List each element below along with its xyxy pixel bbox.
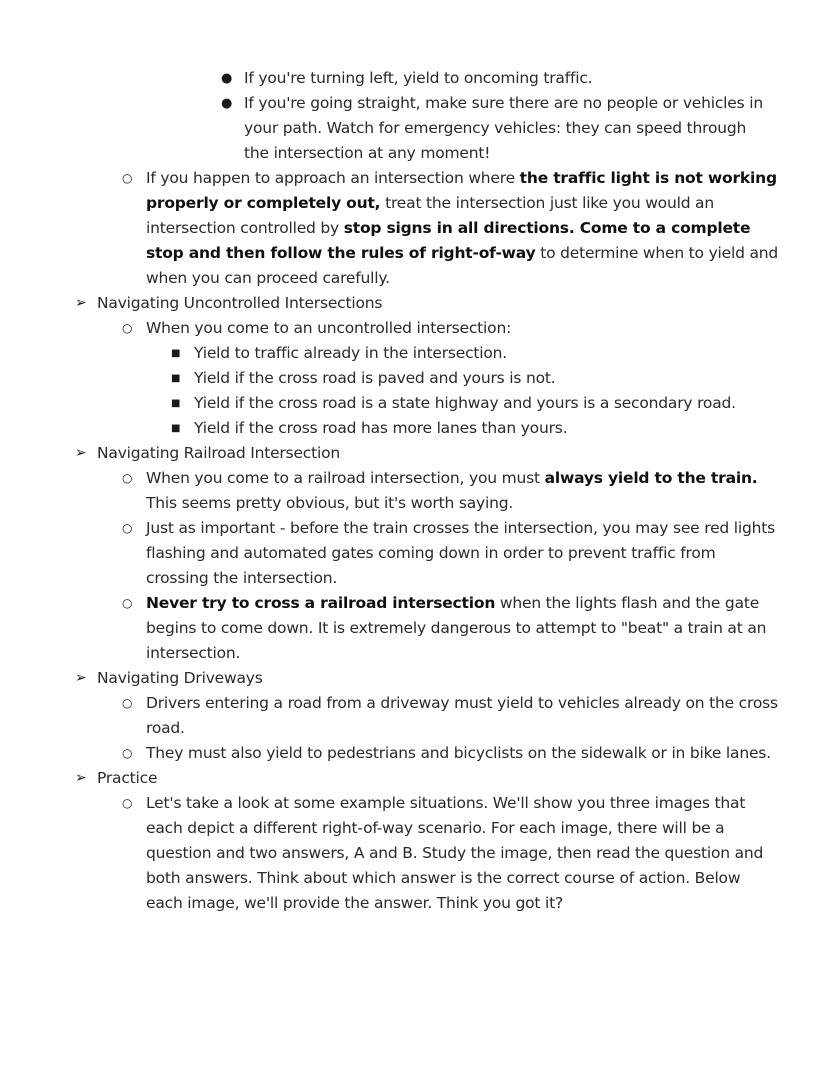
bullet-circle-icon: ○ [122,171,133,185]
section-railroad [0,441,828,466]
list-item: ■ Yield if the cross road is paved and yours is not. [0,366,828,391]
bullet-square-icon: ■ [171,398,181,409]
bullet-dot-icon: ● [221,71,233,86]
list-item: ● If you're turning left, yield to oncoming traffic. [0,66,828,91]
section-practice [0,766,828,791]
bullet-circle-icon: ○ [122,321,133,335]
section-driveways [0,666,828,691]
uncontrolled-sublist [0,316,828,341]
arrow-bullet-icon: ➢ [75,670,87,686]
bullet-dot-icon: ● [221,96,233,111]
list-item: ○ Never try to cross a railroad intersection when the lights flash and the gate begins to come down. It is extremely dangerous to attempt to "beat" a train at an intersection. [0,591,828,666]
list-item: ○ Let's take a look at some example situations. We'll show you three images that each depict a different right-of-way scenario. For each image, there will be a question and two answers, A and B. Study the image, then read the question and both answers. Think about which answer is the correct course of action. Below each image, we'll provide the answer. Think you got it? [0,791,828,916]
list-item: ○ If you happen to approach an intersection where the traffic light is not working properly or completely out, treat the intersection just like you would an intersection controlled by stop signs in all directions. Come to a complete stop and then follow the rules of right-of-way to determine when to yield and when you can proceed carefully. [0,166,828,291]
driveways-sublist [0,691,828,766]
section-uncontrolled [0,291,828,316]
arrow-bullet-icon: ➢ [75,770,87,786]
practice-sublist [0,791,828,916]
bullet-square-icon: ■ [171,373,181,384]
list-item: ● If you're going straight, make sure there are no people or vehicles in your path. Watch for emergency vehicles: they can speed through the intersection at any moment! [0,91,828,166]
list-item: ○ When you come to an uncontrolled intersection: [0,316,828,341]
section-heading: Practice [97,769,158,787]
list-item: ○ They must also yield to pedestrians and bicyclists on the sidewalk or in bike lanes. [0,741,828,766]
practice-section [0,766,828,791]
bullet-circle-icon: ○ [122,696,133,710]
traffic-light-list [0,166,828,291]
section-list [0,291,828,316]
uncontrolled-rules [0,341,828,441]
bullet-circle-icon: ○ [122,596,133,610]
driveways-section [0,666,828,691]
list-item: ○ Just as important - before the train crosses the intersection, you may see red lights flashing and automated gates coming down in order to prevent traffic from crossing the intersection. [0,516,828,591]
bullet-circle-icon: ○ [122,796,133,810]
bullet-square-icon: ■ [171,423,181,434]
section-heading: Navigating Uncontrolled Intersections [97,294,383,312]
top-bullet-list [0,66,828,166]
arrow-bullet-icon: ➢ [75,295,87,311]
railroad-section [0,441,828,466]
arrow-bullet-icon: ➢ [75,445,87,461]
top-continuation [0,0,828,291]
bullet-square-icon: ■ [171,348,181,359]
bullet-circle-icon: ○ [122,521,133,535]
list-item: ■ Yield if the cross road has more lanes than yours. [0,416,828,441]
list-item: ■ Yield to traffic already in the intersection. [0,341,828,366]
railroad-sublist [0,466,828,666]
list-item: ○ When you come to a railroad intersection, you must always yield to the train. This seems pretty obvious, but it's worth saying. [0,466,828,516]
bullet-circle-icon: ○ [122,746,133,760]
section-heading: Navigating Driveways [97,669,263,687]
bullet-circle-icon: ○ [122,471,133,485]
list-item: ○ Drivers entering a road from a driveway must yield to vehicles already on the cross road. [0,691,828,741]
section-heading: Navigating Railroad Intersection [97,444,341,462]
list-item: ■ Yield if the cross road is a state highway and yours is a secondary road. [0,391,828,416]
